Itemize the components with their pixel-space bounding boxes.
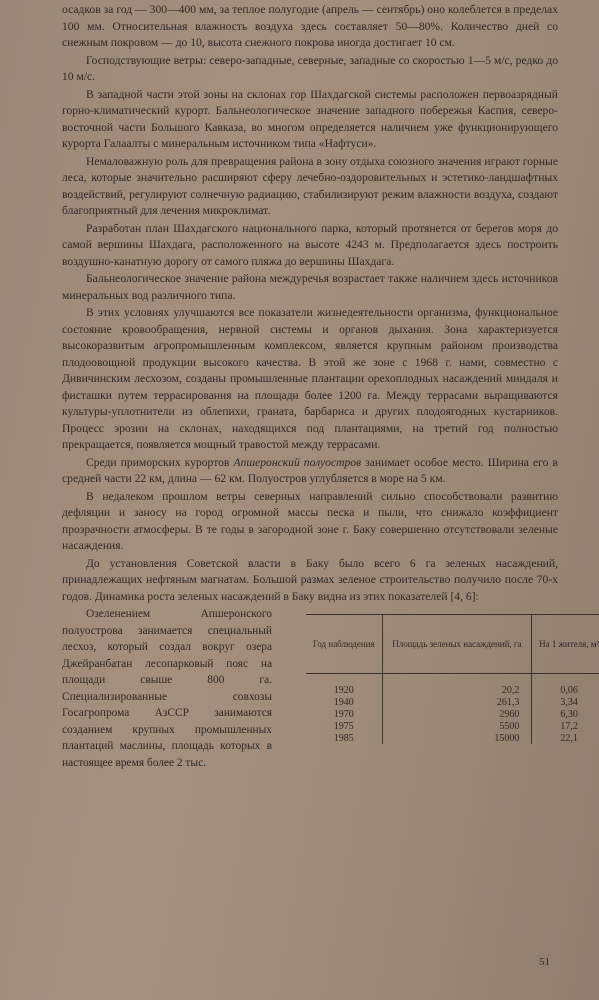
table-row: 1985 15000 22,1: [306, 732, 599, 744]
apsheron-suffix: занимает особое место. Ширина его в средней части 22 км, длина — 62 км. Полуостров углубляется в море на 5 км.: [62, 455, 558, 485]
page-number: 51: [539, 956, 550, 968]
apsheron-prefix: Среди приморских курортов: [86, 455, 234, 469]
table-row: 1940 261,3 3,34: [306, 696, 599, 708]
side-text: Озеленением Апшеронского полуострова занимается специальный лесхоз, который создал вокруг озера Джейранбатан лесопарковый пояс на площади свыше 800 га. Специализированные совхозы Госагропрома АзССР занимаются созданием крупных промышленных плантаций маслины, площадь которых в настоящее время более 2 тыс.: [62, 608, 272, 769]
paragraph-green-spaces: До установления Советской власти в Баку было всего 6 га зеленых насаждений, принадлежащих нефтяным магнатам. Большой размах зеленое строительство получило после 70-х годов. Динамика роста зеленых насаждений в Баку видна из этих показателей [4, 6]:: [62, 556, 558, 603]
paragraph-mineral-waters: Бальнеологическое значение района междуречья возрастает также наличием здесь источников минеральных вод различного типа.: [62, 272, 558, 302]
paragraph-national-park: Разработан план Шахдагского национального парка, который протянется от берегов моря до самой вершины Шахдага, расположенного на высоте 4243 м. Предполагается здесь построить воздушно-канатную дорогу от самого пляжа до вершины Шахдага.: [62, 221, 558, 268]
text-column: [62, 0, 599, 769]
apsheron-italic: Апшеронский полуостров: [233, 455, 362, 469]
paragraph-shahdag-resort: В западной части этой зоны на склонах гор Шахдагской системы расположен первоазрядный горно-климатический курорт. Бальнеологическое значение западного побережья Каспия, северо-восточной части Большого Кавказа, во многом определяется наличием уже функционирующего курорта Галаалты с минеральным источником типа «Нафтуси».: [62, 87, 558, 150]
table-header-area: Площадь зеленых насаждений, га: [382, 615, 532, 674]
paragraph-precipitation: осадков за год — 300—400 мм, за теплое полугодие (апрель — сентябрь) оно колеблется в пределах 100 мм. Относительная влажность воздуха здесь составляет 50—80%. Количество дней со снежным покровом — до 10, высота снежного покрова иногда достигает 10 см.: [62, 3, 558, 49]
paragraph-winds: Господствующие ветры: северо-западные, северные, западные со скоростью 1—5 м/с, редко до 10 м/с.: [62, 53, 558, 83]
paragraph-deflation: В недалеком прошлом ветры северных направлений сильно способствовали развитию дефляции и заносу на город огромной массы песка и пыли, что снижало коэффициент прозрачности атмосферы. В те годы в загородной зоне г. Баку совершенно отсутствовали зеленые насаждения.: [62, 489, 558, 552]
table-header-year: Год наблюдения: [306, 615, 382, 674]
paragraph-mountain-forests: Немаловажную роль для превращения района в зону отдыха союзного значения играют горные леса, которые значительно расширяют сферу лечебно-оздоровительных и эстетико-ландшафтных воздействий, регулируют солнечную радиацию, стабилизируют режим влажности воздуха, создают благоприятный для лечения микроклимат.: [62, 154, 558, 217]
table-row: 1970 2960 6,30: [306, 708, 599, 720]
green-spaces-table: [306, 614, 599, 744]
table-row: 1920 20,2 0,06: [306, 674, 599, 697]
table-row: 1975 5500 17,2: [306, 720, 599, 732]
paragraph-apsheron: [62, 455, 558, 488]
bottom-block: [62, 606, 599, 769]
table-header-row: [306, 615, 599, 674]
table-header-per-capita: На 1 жителя, м²: [532, 615, 599, 674]
paragraph-agro-complex: В этих условиях улучшаются все показатели жизнедеятельности организма, функциональное состояние кровообращения, нервной системы и органов дыхания. Зона характеризуется высокоразвитым агропромышленным комплексом, является крупным районом производства плодоовощной продукции высокого качества. В этой же зоне с 1968 г. нами, совместно с Дивичинским лесхозом, созданы промышленные плантации орехоплодных насаждений миндаля и фисташки путем террасирования на площади более 1200 га. Между террасами выращиваются культуры-уплотнители из облепихи, граната, барбариса и других плодоягодных кустарников. Процесс эрозии на склонах, находящихся под плантациями, на третий год полностью прекращается, появляется мощный травостой между террасами.: [62, 306, 558, 451]
